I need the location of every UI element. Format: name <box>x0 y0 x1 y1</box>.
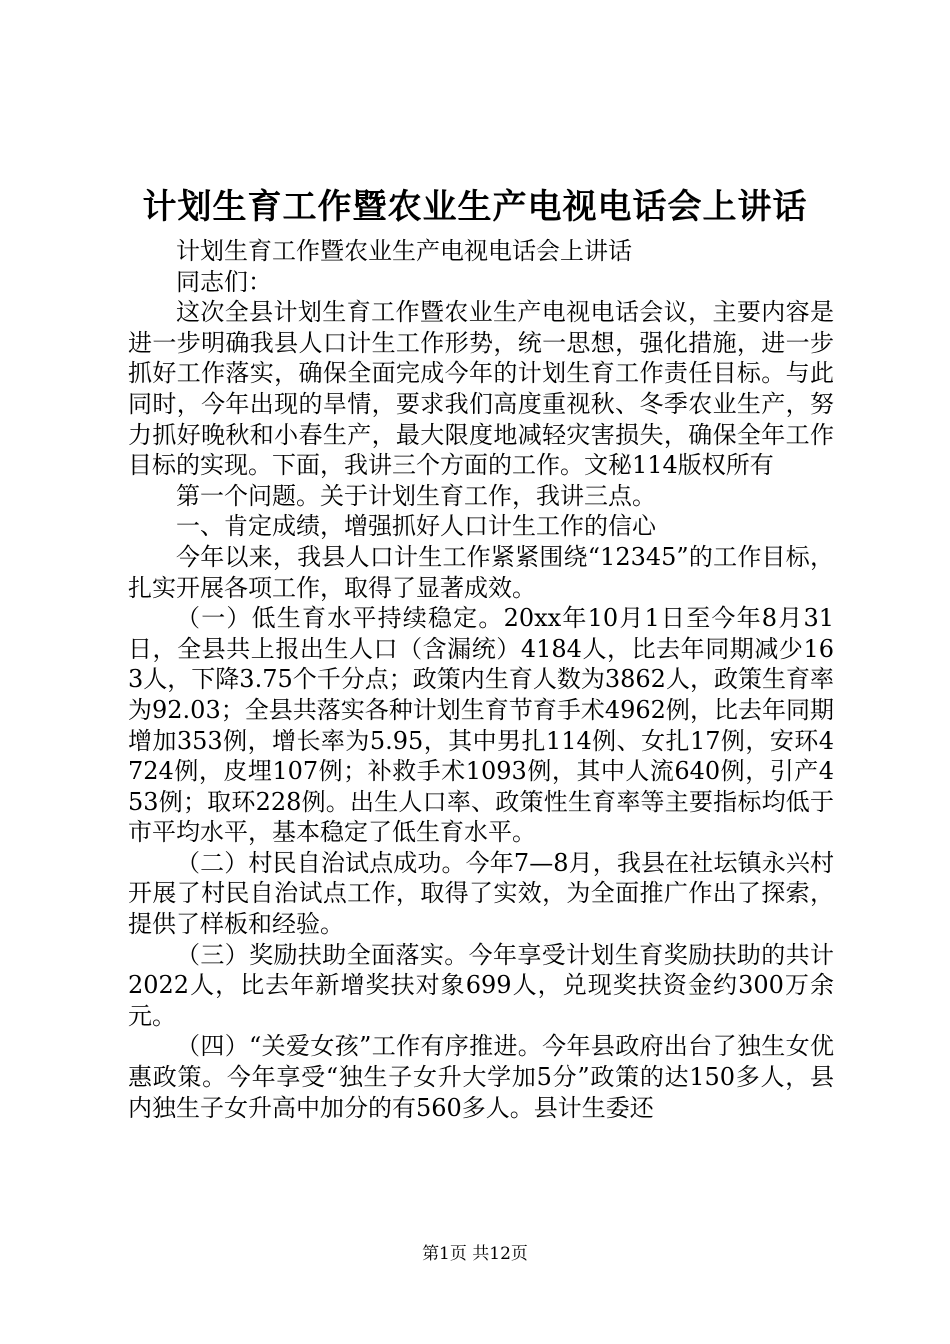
paragraph-item-2: （二）村民自治试点成功。今年7—8月，我县在社坛镇永兴村开展了村民自治试点工作，取得了实效，为全面推广作出了探索，提供了样板和经验。 <box>128 848 834 939</box>
paragraph-salutation: 同志们： <box>176 267 272 296</box>
page-footer: 第1页 共12页 <box>422 1244 528 1264</box>
paragraph-overview: 今年以来，我县人口计生工作紧紧围绕“12345”的工作目标，扎实开展各项工作，取得了显著成效。 <box>128 542 834 602</box>
paragraph-first-issue: 第一个问题。关于计划生育工作，我讲三点。 <box>176 481 656 510</box>
paragraph-item-1: （一）低生育水平持续稳定。20xx年10月1日至今年8月31日，全县共上报出生人口（含漏统）4184人，比去年同期减少163人，下降3.75个千分点；政策内生育人数为3862人，政策生育率为92.03；全县共落实各种计划生育节育手术4962例，比去年同期增加353例，增长率为5.95，其中男扎114例、女扎17例，安环4724例，皮埋107例；补救手术1093例，其中人流640例，引产453例；取环228例。出生人口率、政策性生育率等主要指标均低于市平均水平，基本稳定了低生育水平。 <box>128 604 834 847</box>
paragraph-item-3: （三）奖励扶助全面落实。今年享受计划生育奖励扶助的共计2022人，比去年新增奖扶对象699人，兑现奖扶资金约300万余元。 <box>128 940 834 1030</box>
document-title: 计划生育工作暨农业生产电视电话会上讲话 <box>142 187 808 227</box>
paragraph-intro: 这次全县计划生育工作暨农业生产电视电话会议，主要内容是进一步明确我县人口计生工作形势，统一思想，强化措施，进一步抓好工作落实，确保全面完成今年的计划生育工作责任目标。与此同时，今年出现的旱情，要求我们高度重视秋、冬季农业生产，努力抓好晚秋和小春生产，最大限度地减轻灾害损失，确保全年工作目标的实现。下面，我讲三个方面的工作。文秘114版权所有 <box>128 298 834 480</box>
paragraph-section-heading: 一、肯定成绩，增强抓好人口计生工作的信心 <box>176 512 656 541</box>
paragraph-item-4: （四）“关爱女孩”工作有序推进。今年县政府出台了独生女优惠政策。今年享受“独生子女升大学加5分”政策的达150多人，县内独生子女升高中加分的有560多人。县计生委还 <box>128 1032 834 1122</box>
paragraph-subtitle: 计划生育工作暨农业生产电视电话会上讲话 <box>176 237 632 265</box>
document-body <box>128 236 834 1123</box>
